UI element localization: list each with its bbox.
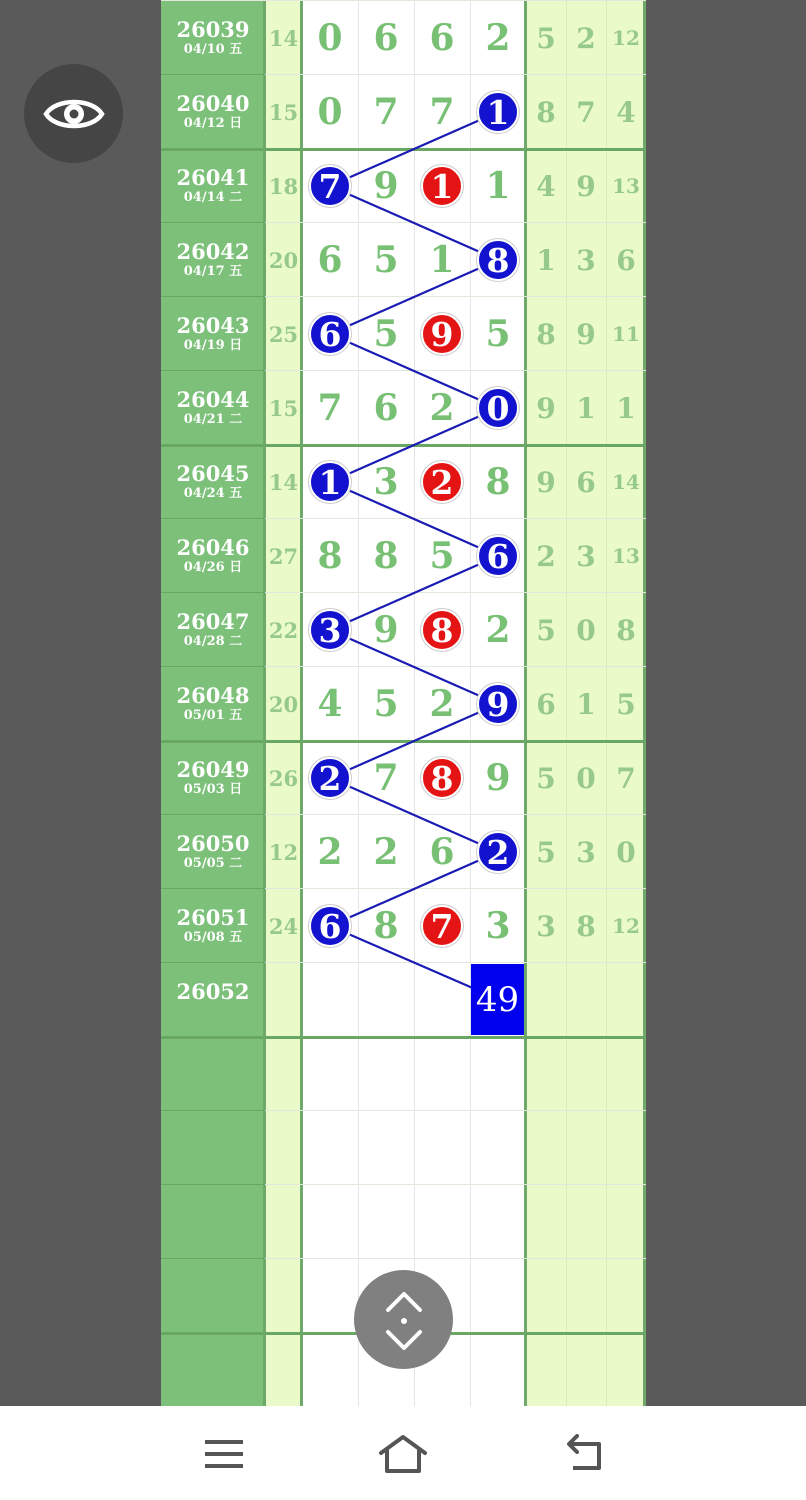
highlight-ball-blue: 7 bbox=[309, 165, 351, 207]
issue-number: 26045 bbox=[176, 461, 250, 486]
highlight-ball-blue: 8 bbox=[477, 239, 519, 281]
digit-cell bbox=[414, 149, 470, 223]
stat-cell: 5 bbox=[536, 835, 556, 869]
digit-cell bbox=[470, 371, 526, 445]
digit-cell bbox=[414, 297, 470, 371]
issue-number: 26043 bbox=[176, 313, 250, 338]
table-row bbox=[161, 149, 646, 223]
highlight-ball-red: 9 bbox=[421, 313, 463, 355]
issue-number: 26039 bbox=[176, 17, 250, 42]
digit-cell: 2 bbox=[373, 831, 399, 873]
issue-cell bbox=[161, 445, 265, 519]
issue-date: 04/10 五 bbox=[183, 42, 243, 57]
highlight-ball-blue: 1 bbox=[309, 461, 351, 503]
digit-cell: 6 bbox=[429, 831, 455, 873]
sum-cell: 15 bbox=[268, 395, 299, 421]
digit-cell: 2 bbox=[429, 387, 455, 429]
issue-date: 05/05 二 bbox=[183, 856, 243, 871]
stat-cell: 1 bbox=[616, 391, 636, 425]
digit-cell: 7 bbox=[373, 757, 399, 799]
digit-cell: 6 bbox=[373, 17, 399, 59]
stat-cell: 1 bbox=[536, 243, 556, 277]
table-row bbox=[161, 741, 646, 815]
digit-cell: 0 bbox=[317, 91, 343, 133]
digit-cell bbox=[302, 445, 358, 519]
home-button[interactable] bbox=[375, 1429, 431, 1479]
scroll-up-down-icon bbox=[382, 1286, 426, 1354]
digit-cell bbox=[414, 889, 470, 963]
back-icon bbox=[561, 1434, 605, 1474]
issue-cell bbox=[161, 1, 265, 75]
digit-cell bbox=[358, 963, 414, 1037]
table-row bbox=[161, 667, 646, 741]
digit-cell bbox=[470, 667, 526, 741]
issue-date: 04/17 五 bbox=[183, 264, 243, 279]
sum-cell: 26 bbox=[268, 765, 299, 791]
stat-cell bbox=[566, 963, 606, 1037]
stat-cell: 9 bbox=[576, 169, 596, 203]
issue-number: 26041 bbox=[176, 165, 250, 190]
issue-cell bbox=[161, 75, 265, 149]
issue-date: 04/21 二 bbox=[183, 412, 243, 427]
stat-cell: 6 bbox=[536, 687, 556, 721]
table-row bbox=[161, 75, 646, 149]
table-row bbox=[161, 815, 646, 889]
issue-cell bbox=[161, 741, 265, 815]
table-row bbox=[161, 963, 646, 1037]
stat-cell: 5 bbox=[536, 761, 556, 795]
table-row bbox=[161, 445, 646, 519]
sum-cell: 24 bbox=[268, 913, 299, 939]
eye-toggle-button[interactable] bbox=[24, 64, 123, 163]
issue-date: 04/24 五 bbox=[183, 486, 243, 501]
issue-date: 05/03 日 bbox=[183, 782, 243, 797]
stat-cell: 6 bbox=[616, 243, 636, 277]
digit-cell: 6 bbox=[429, 17, 455, 59]
issue-number: 26046 bbox=[176, 535, 250, 560]
stat-cell: 0 bbox=[576, 613, 596, 647]
issue-cell bbox=[161, 223, 265, 297]
digit-cell: 5 bbox=[485, 313, 511, 355]
digit-cell bbox=[414, 593, 470, 667]
sum-cell: 12 bbox=[268, 839, 299, 865]
system-nav-bar bbox=[0, 1406, 806, 1500]
issue-cell bbox=[161, 297, 265, 371]
issue-cell bbox=[161, 667, 265, 741]
issue-cell bbox=[161, 963, 265, 1037]
stat-cell: 6 bbox=[576, 465, 596, 499]
menu-button[interactable] bbox=[196, 1429, 252, 1479]
issue-number: 26049 bbox=[176, 757, 250, 782]
issue-number: 26051 bbox=[176, 905, 250, 930]
stat-cell: 3 bbox=[576, 243, 596, 277]
stat-cell: 9 bbox=[576, 317, 596, 351]
digit-cell: 6 bbox=[373, 387, 399, 429]
issue-date: 04/14 二 bbox=[183, 190, 243, 205]
digit-cell bbox=[302, 593, 358, 667]
sum-cell: 14 bbox=[268, 469, 299, 495]
highlight-ball-blue: 6 bbox=[309, 905, 351, 947]
issue-separator bbox=[161, 1184, 265, 1185]
stat-cell: 1 bbox=[576, 391, 596, 425]
stat-cell bbox=[606, 963, 646, 1037]
home-icon bbox=[378, 1433, 428, 1475]
issue-separator bbox=[161, 1258, 265, 1259]
digit-cell: 7 bbox=[429, 91, 455, 133]
stat-cell: 3 bbox=[576, 835, 596, 869]
stat-cell: 7 bbox=[576, 95, 596, 129]
stat-cell: 13 bbox=[612, 544, 640, 568]
table-row bbox=[161, 519, 646, 593]
table-row bbox=[161, 223, 646, 297]
digit-cell: 8 bbox=[317, 535, 343, 577]
highlight-ball-red: 1 bbox=[421, 165, 463, 207]
digit-cell bbox=[470, 223, 526, 297]
digit-cell: 8 bbox=[373, 905, 399, 947]
stat-cell bbox=[526, 963, 566, 1037]
stat-cell: 3 bbox=[576, 539, 596, 573]
digit-cell: 6 bbox=[317, 239, 343, 281]
stat-cell: 11 bbox=[612, 322, 640, 346]
table-row bbox=[161, 889, 646, 963]
digit-cell bbox=[470, 75, 526, 149]
sum-cell bbox=[265, 963, 302, 1037]
sum-cell: 20 bbox=[268, 691, 299, 717]
stat-cell: 0 bbox=[616, 835, 636, 869]
highlight-ball-red: 8 bbox=[421, 757, 463, 799]
issue-cell bbox=[161, 519, 265, 593]
stat-cell: 1 bbox=[576, 687, 596, 721]
digit-cell: 9 bbox=[485, 757, 511, 799]
sum-cell: 18 bbox=[268, 173, 299, 199]
issue-number: 26044 bbox=[176, 387, 250, 412]
sum-cell: 14 bbox=[268, 25, 299, 51]
issue-separator bbox=[161, 1110, 265, 1111]
issue-separator bbox=[161, 1332, 265, 1333]
digit-cell: 7 bbox=[317, 387, 343, 429]
sum-cell: 22 bbox=[268, 617, 299, 643]
digit-cell: 4 bbox=[317, 683, 343, 725]
digit-cell: 1 bbox=[485, 165, 511, 207]
sum-cell: 25 bbox=[268, 321, 299, 347]
stat-cell: 8 bbox=[616, 613, 636, 647]
issue-cell bbox=[161, 593, 265, 667]
digit-cell: 5 bbox=[373, 313, 399, 355]
highlight-ball-blue: 1 bbox=[477, 91, 519, 133]
stat-cell: 5 bbox=[616, 687, 636, 721]
sum-cell: 27 bbox=[268, 543, 299, 569]
stat-cell: 13 bbox=[612, 174, 640, 198]
highlight-ball-blue: 2 bbox=[309, 757, 351, 799]
issue-date: 05/01 五 bbox=[183, 708, 243, 723]
stat-cell: 9 bbox=[536, 391, 556, 425]
stat-cell: 2 bbox=[536, 539, 556, 573]
digit-cell: 0 bbox=[317, 17, 343, 59]
digit-cell: 5 bbox=[373, 683, 399, 725]
digit-cell: 5 bbox=[373, 239, 399, 281]
digit-cell: 1 bbox=[429, 239, 455, 281]
scroll-toggle-button[interactable] bbox=[354, 1270, 453, 1369]
eye-icon bbox=[43, 94, 105, 134]
table-row bbox=[161, 1, 646, 75]
digit-cell: 2 bbox=[485, 609, 511, 651]
highlight-ball-red: 8 bbox=[421, 609, 463, 651]
issue-cell bbox=[161, 149, 265, 223]
table-row bbox=[161, 593, 646, 667]
issue-date: 04/26 日 bbox=[183, 560, 243, 575]
digit-cell: 2 bbox=[429, 683, 455, 725]
digit-cell bbox=[302, 741, 358, 815]
digit-cell: 9 bbox=[373, 609, 399, 651]
digit-cell: 9 bbox=[373, 165, 399, 207]
stat-cell: 4 bbox=[616, 95, 636, 129]
stat-cell: 3 bbox=[536, 909, 556, 943]
digit-cell bbox=[470, 815, 526, 889]
table-row bbox=[161, 297, 646, 371]
stat-cell: 14 bbox=[612, 470, 640, 494]
highlight-ball-red: 7 bbox=[421, 905, 463, 947]
stat-cell: 0 bbox=[576, 761, 596, 795]
stat-cell: 8 bbox=[536, 95, 556, 129]
digit-cell: 2 bbox=[317, 831, 343, 873]
stat-cell: 5 bbox=[536, 613, 556, 647]
issue-date: 04/12 日 bbox=[183, 116, 243, 131]
stat-cell: 12 bbox=[612, 914, 640, 938]
issue-number: 26052 bbox=[176, 979, 250, 1004]
highlight-ball-red: 2 bbox=[421, 461, 463, 503]
stat-cell: 8 bbox=[576, 909, 596, 943]
digit-cell bbox=[302, 889, 358, 963]
issue-number: 26040 bbox=[176, 91, 250, 116]
lottery-trend-grid bbox=[161, 0, 646, 1406]
stat-cell: 7 bbox=[616, 761, 636, 795]
stat-cell: 8 bbox=[536, 317, 556, 351]
issue-date: 04/19 日 bbox=[183, 338, 243, 353]
highlight-ball-blue: 0 bbox=[477, 387, 519, 429]
digit-cell: 8 bbox=[373, 535, 399, 577]
issue-number: 26050 bbox=[176, 831, 250, 856]
issue-number: 26048 bbox=[176, 683, 250, 708]
digit-cell bbox=[302, 297, 358, 371]
digit-cell bbox=[302, 149, 358, 223]
table-row bbox=[161, 371, 646, 445]
digit-cell bbox=[470, 519, 526, 593]
issue-cell bbox=[161, 889, 265, 963]
sum-cell: 15 bbox=[268, 99, 299, 125]
highlight-ball-blue: 2 bbox=[477, 831, 519, 873]
issue-cell bbox=[161, 371, 265, 445]
highlight-ball-blue: 3 bbox=[309, 609, 351, 651]
prediction-cell[interactable]: 49 bbox=[471, 964, 524, 1035]
issue-date: 04/28 二 bbox=[183, 634, 243, 649]
menu-icon bbox=[204, 1437, 244, 1471]
issue-date: 05/08 五 bbox=[183, 930, 243, 945]
digit-cell: 2 bbox=[485, 17, 511, 59]
digit-cell: 7 bbox=[373, 91, 399, 133]
stat-cell: 4 bbox=[536, 169, 556, 203]
highlight-ball-blue: 9 bbox=[477, 683, 519, 725]
stat-cell: 12 bbox=[612, 26, 640, 50]
stat-cell: 5 bbox=[536, 21, 556, 55]
digit-cell bbox=[414, 963, 470, 1037]
digit-cell: 3 bbox=[373, 461, 399, 503]
issue-cell bbox=[161, 815, 265, 889]
stat-cell: 9 bbox=[536, 465, 556, 499]
highlight-ball-blue: 6 bbox=[477, 535, 519, 577]
sum-cell: 20 bbox=[268, 247, 299, 273]
stat-cell: 2 bbox=[576, 21, 596, 55]
digit-cell bbox=[414, 741, 470, 815]
back-button[interactable] bbox=[555, 1429, 611, 1479]
issue-number: 26042 bbox=[176, 239, 250, 264]
digit-cell: 5 bbox=[429, 535, 455, 577]
digit-cell: 8 bbox=[485, 461, 511, 503]
digit-cell: 3 bbox=[485, 905, 511, 947]
digit-cell bbox=[302, 963, 358, 1037]
issue-number: 26047 bbox=[176, 609, 250, 634]
highlight-ball-blue: 6 bbox=[309, 313, 351, 355]
digit-cell bbox=[414, 445, 470, 519]
